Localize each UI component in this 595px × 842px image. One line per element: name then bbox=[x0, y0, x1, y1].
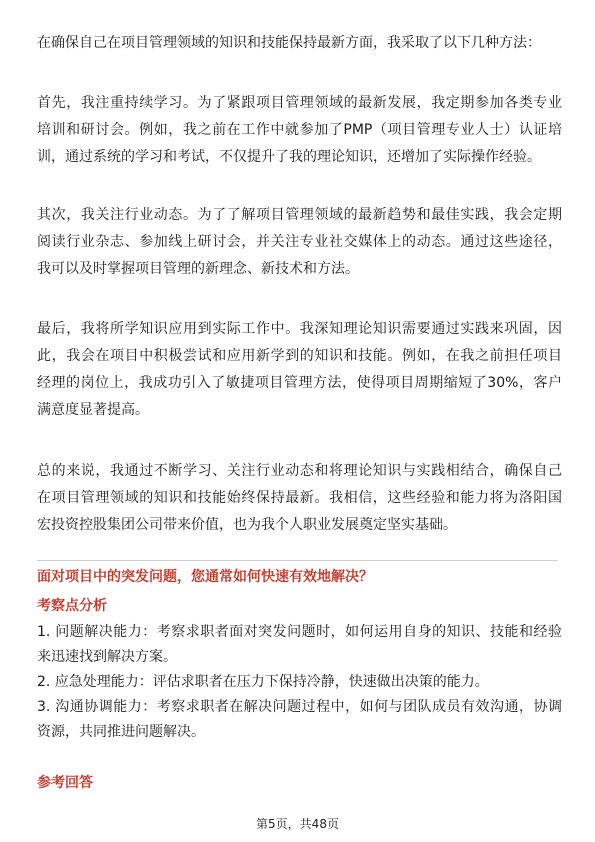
paragraph-industry-trends bbox=[37, 202, 562, 283]
paragraph-line: 宏投资控股集团公司带来价值，也为我个人职业发展奠定坚实基础。 bbox=[37, 517, 457, 533]
paragraph-line: 经理的岗位上，我成功引入了敏捷项目管理方法，使得项目周期缩短了30%，客户 bbox=[37, 375, 562, 391]
list-item-line: 资源，共同推进问题解决。 bbox=[37, 724, 205, 740]
page-number: 第5页，共48页 bbox=[256, 817, 339, 831]
answer-heading: 参考回答 bbox=[37, 775, 93, 791]
section-divider bbox=[37, 560, 558, 561]
intro-line: 在确保自己在项目管理领域的知识和技能保持最新方面，我采取了以下几种方法： bbox=[37, 35, 541, 51]
paragraph-apply-knowledge bbox=[37, 316, 562, 424]
analysis-list bbox=[37, 620, 562, 745]
paragraph-line: 总的来说，我通过不断学习、关注行业动态和将理论知识与实践相结合，确保自己 bbox=[37, 463, 562, 479]
analysis-heading: 考察点分析 bbox=[37, 598, 107, 614]
paragraph-line: 阅读行业杂志、参加线上研讨会，并关注专业社交媒体上的动态。通过这些途径， bbox=[37, 234, 562, 250]
paragraph-line: 首先，我注重持续学习。为了紧跟项目管理领域的最新发展，我定期参加各类专业 bbox=[37, 95, 562, 111]
list-item-line: 3. 沟通协调能力：考察求职者在解决问题过程中，如何与团队成员有效沟通，协调 bbox=[37, 699, 562, 715]
paragraph-line: 此，我会在项目中积极尝试和应用新学到的知识和技能。例如，在我之前担任项目 bbox=[37, 348, 562, 364]
paragraph-line: 训，通过系统的学习和考试，不仅提升了我的理论知识，还增加了实际操作经验。 bbox=[37, 149, 541, 165]
list-item-line: 来迅速找到解决方案。 bbox=[37, 649, 177, 665]
list-item-line: 2. 应急处理能力：评估求职者在压力下保持冷静，快速做出决策的能力。 bbox=[37, 674, 489, 690]
paragraph-summary bbox=[37, 458, 562, 539]
paragraph-line: 我可以及时掌握项目管理的新理念、新技术和方法。 bbox=[37, 261, 359, 277]
paragraph-line: 最后，我将所学知识应用到实际工作中。我深知理论知识需要通过实践来巩固，因 bbox=[37, 321, 562, 337]
list-item-line: 1. 问题解决能力：考察求职者面对突发问题时，如何运用自身的知识、技能和经验 bbox=[37, 624, 562, 640]
question-heading: 面对项目中的突发问题，您通常如何快速有效地解决？ bbox=[37, 569, 373, 585]
paragraph-line: 培训和研讨会。例如，我之前在工作中就参加了PMP（项目管理专业人士）认证培 bbox=[37, 122, 562, 138]
intro-paragraph bbox=[37, 30, 562, 57]
paragraph-line: 其次，我关注行业动态。为了了解项目管理领域的最新趋势和最佳实践，我会定期 bbox=[37, 207, 562, 223]
paragraph-line: 满意度显著提高。 bbox=[37, 402, 149, 418]
paragraph-continuous-learning bbox=[37, 90, 562, 171]
paragraph-line: 在项目管理领域的知识和技能始终保持最新。我相信，这些经验和能力将为洛阳国 bbox=[37, 490, 562, 506]
